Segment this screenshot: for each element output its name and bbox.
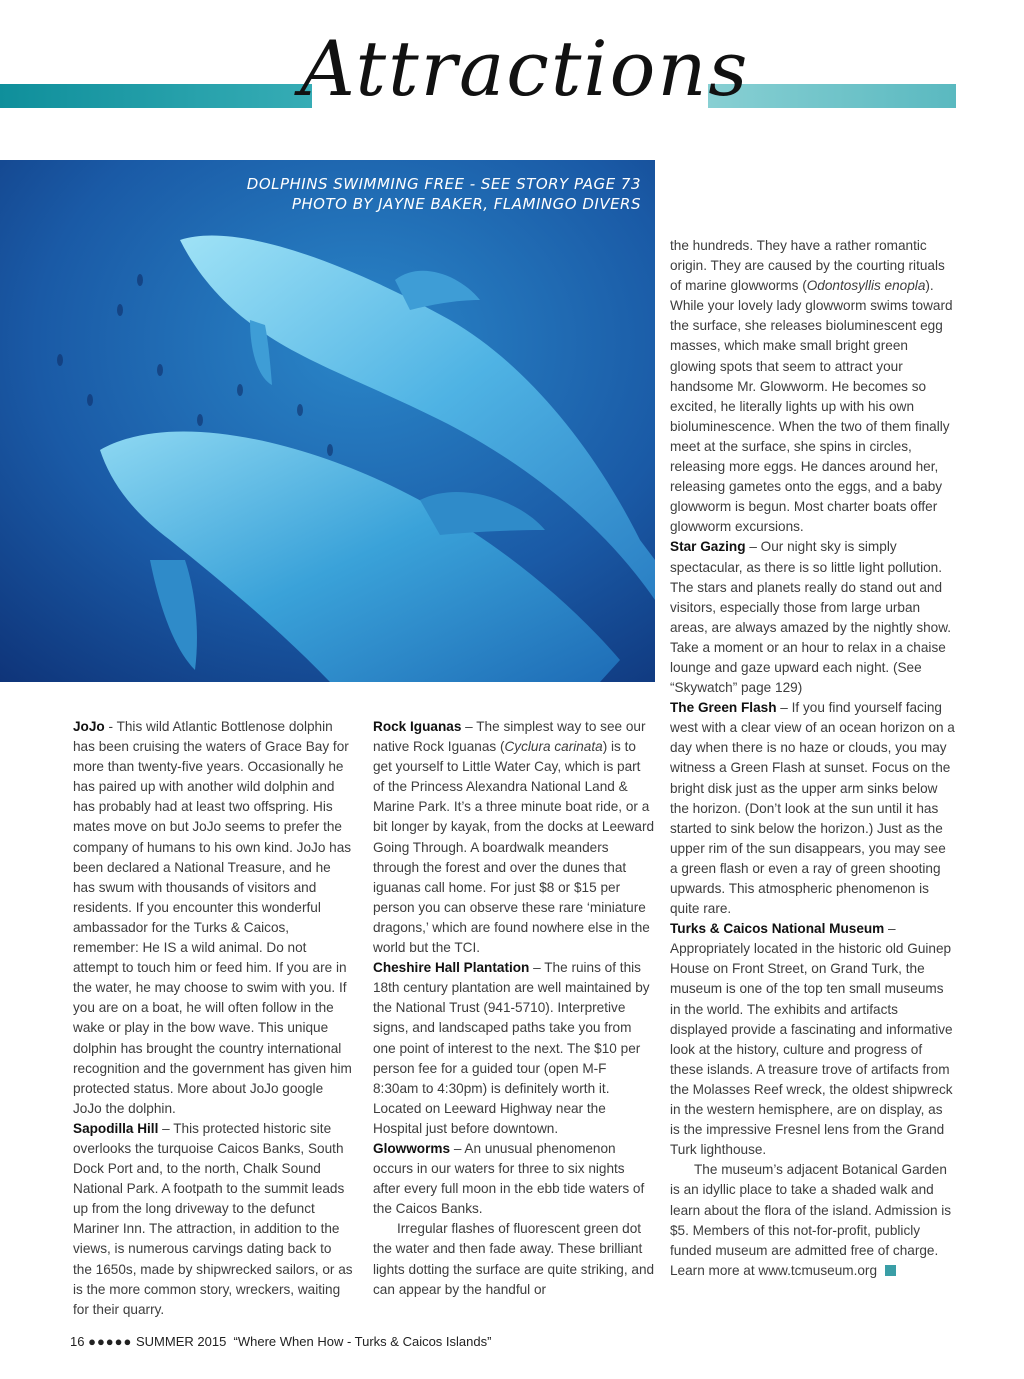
article-body: – Appropriately located in the historic old Guinep House on Front Street, on Grand Turk, the museum is one of the top ten small museums in the world. The exhibits and artifacts displayed provide a fascinating and informative look at the history, culture and progress of these islands. A treasure trove of artifacts from the Molasses Reef wreck, the oldest shipwreck in the western hemisphere, are on display, as is the impressive Fresnel lens from the Grand Turk lighthouse. — [670, 921, 953, 1158]
article-title: Turks & Caicos National Museum — [670, 921, 885, 937]
article-glowworms — [373, 1139, 655, 1219]
caption-line-1: DOLPHINS SWIMMING FREE - SEE STORY PAGE 73 — [246, 175, 641, 193]
page-footer — [70, 1334, 491, 1349]
article-title: Cheshire Hall Plantation — [373, 960, 530, 976]
end-mark-icon — [885, 1265, 896, 1276]
issue-label: SUMMER 2015 — [135, 1334, 227, 1349]
article-star-gazing — [670, 537, 956, 698]
article-title: JoJo — [73, 719, 105, 734]
article-museum — [670, 919, 956, 1160]
article-cheshire-hall — [373, 958, 655, 1139]
article-body: – The simplest way to see our native Rock Iguanas ( — [373, 719, 646, 755]
article-rock-iguanas — [373, 717, 655, 958]
article-body: – This protected historic site overlooks the turquoise Caicos Banks, South Dock Port and, to the north, Chalk Sound National Park. A footpath to the summit leads up from the long driveway to the defunct Mariner Inn. The attraction, in addition to the views, is numerous carvings dating back to the 1650s, made by shipwrecked sailors, or as is the more common story, wreckers, waiting for their quarry. — [73, 1120, 353, 1317]
museum-paragraph-2 — [670, 1160, 956, 1281]
glowworms-paragraph-2: Irregular flashes of fluorescent green dot the water and then fade away. These brilliant lights dotting the surface are quite striking, and can appear by the handful or — [373, 1221, 655, 1297]
article-title: Star Gazing — [670, 539, 746, 555]
article-jojo — [73, 717, 353, 1119]
glowworms-paragraph-3 — [670, 236, 956, 537]
article-title: Sapodilla Hill — [73, 1120, 159, 1136]
footer-dots: ●●●●● — [88, 1334, 133, 1349]
article-sapodilla — [73, 1119, 353, 1320]
latin-name: Odontosyllis enopla — [806, 278, 926, 294]
article-body: The museum’s adjacent Botanical Garden is an idyllic place to take a shaded walk and learn about the flora of the island. Admission is $5. Members of this not-for-profit, publicly funded museum are admitted free of charge. Learn more at www.tcmuseum.org — [670, 1162, 952, 1278]
column-1 — [73, 717, 353, 1320]
article-body: – If you find yourself facing west with a clear view of an ocean horizon on a day when there is no haze or clouds, you may witness a Green Flash at sunset. Focus on the bright disk just as the upper arm sinks below the horizon. (Don’t look at the sun until it has started to sink below the horizon.) Just as the upper rim of the sun disappears, you may see a green flash or even a ray of green shooting upwards. This atmospheric phenomenon is quite rare. — [670, 700, 955, 917]
article-body: – The ruins of this 18th century plantation are well maintained by the National Trust (941-5710). Interpretive signs, and landscaped paths take you from one point of interest to the next. The $10 per person fee for a guided tour (open M-F 8:30am to 4:30pm) is definitely worth it. Located on Leeward Highway near the Hospital just before downtown. — [373, 960, 650, 1136]
article-title: Rock Iguanas — [373, 719, 462, 734]
dolphin-illustration — [0, 160, 655, 682]
article-body: ) is to get yourself to Little Water Cay, which is part of the Princess Alexandra National Land & Marine Park. It’s a three minute boat ride, or a bit longer by kayak, from the docks at Leeward Going Through. A boardwalk meanders through the forest and over the dunes that iguanas call home. For just $8 or $15 per person you can observe these rare ‘miniature dragons,’ which are found nowhere else in the world but the TCI. — [373, 739, 655, 956]
article-body: – Our night sky is simply spectacular, as there is so little light pollution. The stars and planets really do stand out and visitors, especially those from large urban areas, are always amazed by the nightly show. Take a moment or an hour to relax in a chaise lounge and gaze upward each night. (See “Skywatch” page 129) — [670, 539, 952, 696]
dolphin-photo — [0, 160, 655, 682]
latin-name: Cyclura carinata — [504, 739, 603, 755]
caption-line-2: PHOTO BY JAYNE BAKER, FLAMINGO DIVERS — [291, 195, 641, 213]
publication-name: “Where When How - Turks & Caicos Islands” — [233, 1334, 492, 1349]
column-3 — [670, 236, 956, 1281]
article-title: Glowworms — [373, 1140, 451, 1156]
article-body: the hundreds. They have a rather romantic origin. They are caused by the courting rituals of marine glowworms ( — [670, 238, 945, 294]
article-green-flash — [670, 698, 956, 919]
article-body: – An unusual phenomenon occurs in our waters for three to six nights after every full moon in the ebb tide waters of the Caicos Banks. — [373, 1140, 645, 1217]
page-title: Attractions — [300, 24, 750, 113]
article-body: - This wild Atlantic Bottlenose dolphin has been cruising the waters of Grace Bay for more than twenty-five years. Occasionally he has paired up with another wild dolphin and has probably had at least two offspring. His mates move on but JoJo seems to prefer the company of humans to his own kind. JoJo has been declared a National Treasure, and he has swum with thousands of visitors and residents. If you encounter this wonderful ambassador for the Turks & Caicos, remember: He IS a wild animal. Do not attempt to touch him or feed him. If you are in the water, he may choose to swim with you. If you are on a boat, he will often follow in the wake or play in the bow wave. This unique dolphin has brought the country international recognition and the government has given him protected status. More about JoJo google JoJo the dolphin. — [73, 719, 352, 1116]
article-title: The Green Flash — [670, 700, 777, 716]
article-body: ). While your lovely lady glowworm swims toward the surface, she releases bioluminescent egg masses, which make small bright green glowing spots that seem to attract your handsome Mr. Glowworm. He becomes so excited, he literally lights up with his own bioluminescence. When the two of them finally meet at the surface, she spins in circles, releasing more eggs. He dances around her, releasing gametes onto the eggs, and a baby glowworm is begun. Most charter boats offer glowworm excursions. — [670, 278, 953, 535]
column-2 — [373, 717, 655, 1300]
page-number: 16 — [70, 1334, 85, 1349]
photo-caption — [247, 174, 641, 214]
